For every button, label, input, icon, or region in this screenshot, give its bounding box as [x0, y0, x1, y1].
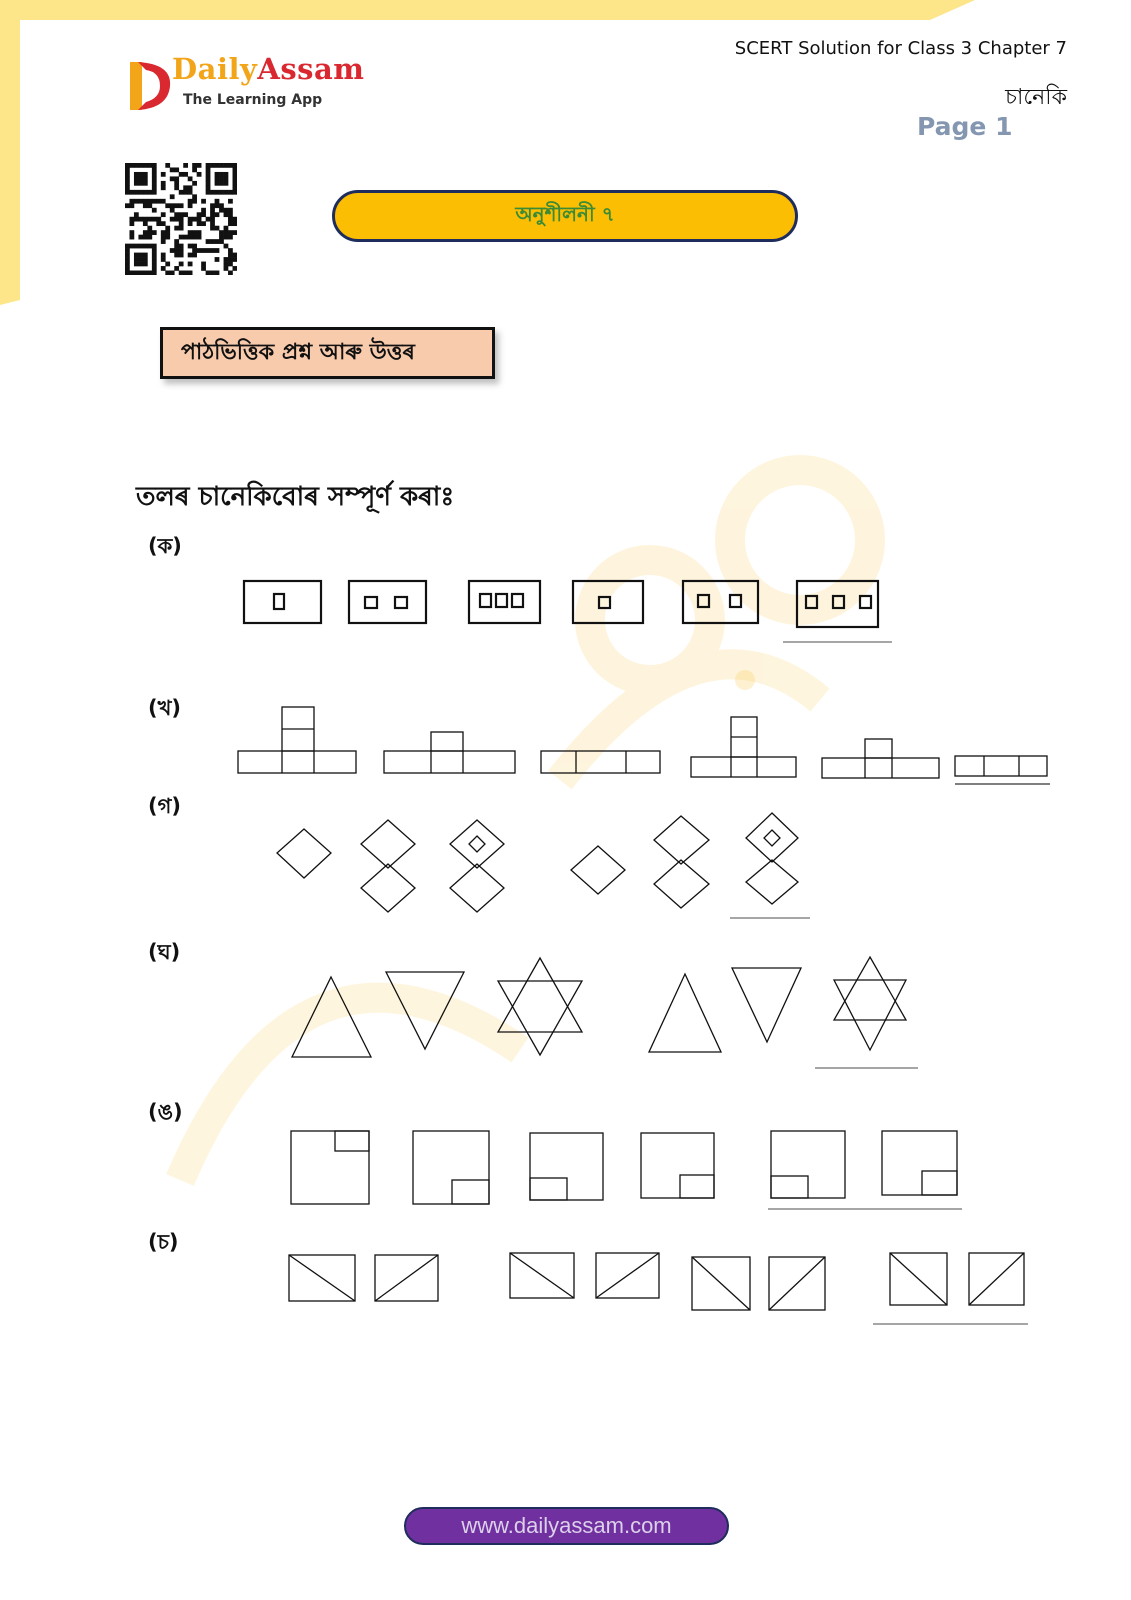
logo-brand-first: Daily — [172, 52, 258, 86]
instruction: তলৰ চানেকিবোৰ সম্পূৰ্ণ কৰাঃ — [136, 482, 455, 512]
pattern-ca — [289, 1253, 1024, 1310]
question-label-ca: (চ) — [148, 1230, 179, 1254]
logo-tagline: The Learning App — [183, 92, 323, 108]
pattern-ga — [277, 813, 798, 912]
exercise-title: অনুশীলনী ৭ — [332, 190, 798, 242]
page-label: Page 1 — [917, 112, 1013, 141]
pattern-gha — [292, 957, 906, 1057]
pattern-kha — [238, 707, 1047, 778]
question-label-uma: (ঙ) — [148, 1100, 183, 1124]
question-label-ga: (গ) — [148, 794, 181, 818]
pattern-ka — [244, 581, 878, 627]
document-title: SCERT Solution for Class 3 Chapter 7 — [734, 38, 1067, 59]
question-label-kha: (খ) — [148, 696, 181, 720]
question-label-ka: (ক) — [148, 534, 182, 558]
section-heading: পাঠভিত্তিক প্ৰশ্ন আৰু উত্তৰ — [160, 327, 495, 379]
question-label-gha: (ঘ) — [148, 940, 181, 964]
logo-brand-second: Assam — [257, 52, 365, 86]
chapter-name: চানেকি — [1005, 85, 1067, 110]
pattern-uma — [291, 1131, 957, 1204]
footer-website[interactable]: www.dailyassam.com — [404, 1507, 729, 1545]
